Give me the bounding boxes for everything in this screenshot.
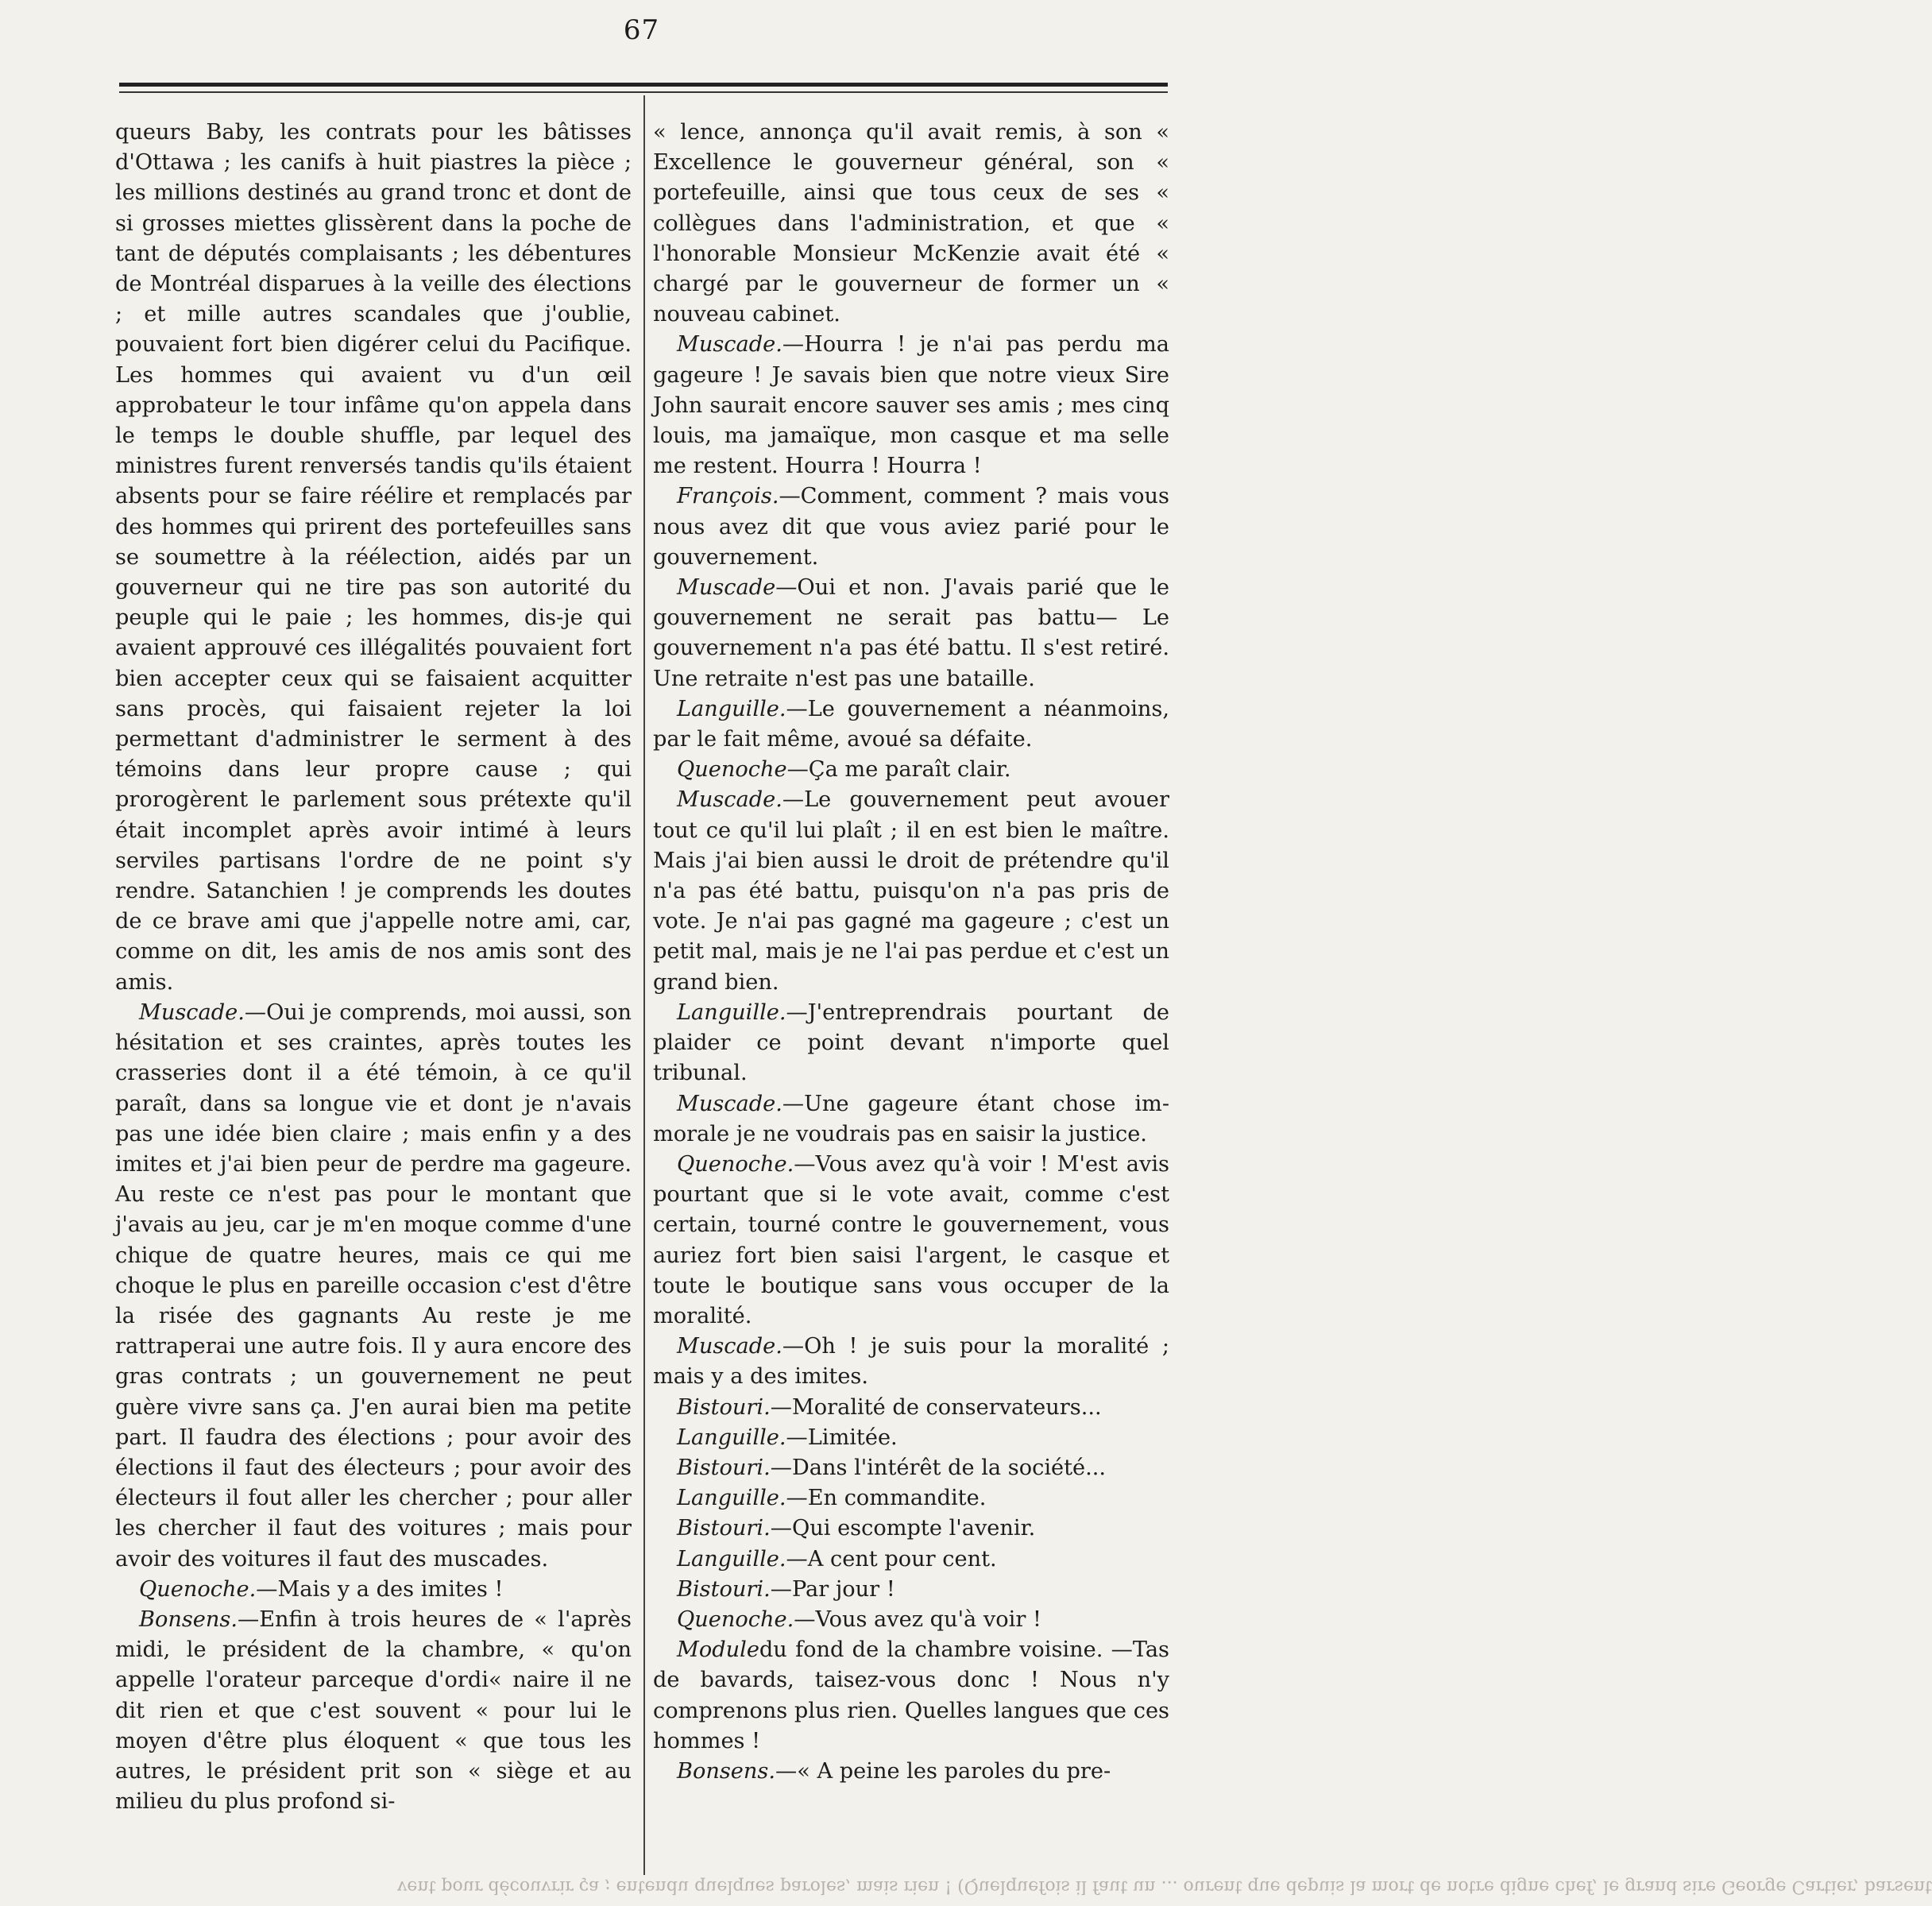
dialogue-paragraph <box>653 1150 1169 1332</box>
speaker-name: Bistouri. <box>677 1455 771 1480</box>
speaker-name: Languille. <box>677 696 786 721</box>
dialogue-paragraph <box>653 998 1169 1089</box>
paragraph-text: —« A peine les paroles du pre- <box>775 1758 1111 1784</box>
paragraph-text: —Le gouvernement peut avouer tout ce qu'il lui plaît ; il en est bien le maître. Mais j'ai bien aussi le droit de prétendre qu'il n'a pas été battu, puisqu'on n'a pas pris de vote. Je n'ai pas gagné ma gageure ; c'est un petit mal, mais je ne l'ai pas perdue et c'est un grand bien. <box>653 787 1169 995</box>
paragraph-text: —Hourra ! je n'ai pas perdu ma gageure ! Je savais bien que notre vieux Sire John saurait encore sauver ses amis ; mes cinq louis, ma jamaïque, mon casque et ma selle me restent. Hourra ! Hourra ! <box>653 332 1169 479</box>
paragraph-text: queurs Baby, les contrats pour les bâtisses d'Ottawa ; les canifs à huit piastres la pièce ; les millions destinés au grand tronc et dont de si grosses miettes glissèrent dans la poche de tant de députés complaisants ; les débentures de Montréal disparues à la veille des élections ; et mille autres scandales que j'oublie, pouvaient fort bien digérer celui du Pacifique. Les hommes qui avaient vu d'un œil approbateur le tour infâme qu'on appela dans le temps le double shuffle, par lequel des ministres furent renversés tandis qu'ils étaient absents pour se faire réélire et remplacés par des hommes qui prirent des portefeuilles sans se soumettre à la réélection, aidés par un gouverneur qui ne tire pas son autorité du peuple qui le paie ; les hommes, dis-je qui avaient approuvé ces illégalités pouvaient fort bien accepter ceux qui se faisaient acquitter sans procès, qui faisaient rejeter la loi permettant d'administrer le serment à des témoins dans leur propre cause ; qui prorogèrent le parlement sous prétexte qu'il était incomplet après avoir intimé à leurs serviles partisans l'ordre de ne point s'y rendre. Satanchien ! je comprends les doutes de ce brave ami que j'appelle notre ami, car, comme on dit, les amis de nos amis sont des amis. <box>115 120 632 995</box>
speaker-name: Muscade. <box>677 332 782 358</box>
paragraph-text: —Le gouvernement a néanmoins, par le fait même, avoué sa défaite. <box>653 696 1169 752</box>
dialogue-paragraph <box>653 1483 1169 1514</box>
dialogue-paragraph <box>653 1332 1169 1392</box>
paragraph-text: —A cent pour cent. <box>786 1546 997 1572</box>
speaker-name: Bonsens. <box>677 1758 776 1784</box>
dialogue-paragraph <box>115 1605 632 1817</box>
dialogue-paragraph <box>653 1757 1169 1787</box>
dialogue-paragraph <box>653 1089 1169 1150</box>
speaker-name: Bistouri. <box>677 1576 771 1602</box>
speaker-name: Quenoche. <box>677 1151 794 1177</box>
speaker-name: Muscade. <box>677 1334 782 1359</box>
paragraph-text: —Ça me paraît clair. <box>786 757 1011 783</box>
dialogue-paragraph <box>653 1453 1169 1483</box>
dialogue-paragraph <box>653 1423 1169 1453</box>
paragraph-text: —En commandite. <box>786 1486 987 1511</box>
paragraph-text: —Vous avez qu'à voir ! M'est avis pourtant que si le vote avait, comme c'est certain, tourné contre le gouvernement, vous auriez fort bien saisi l'argent, le casque et toute le boutique sans vous occuper de la moralité. <box>653 1151 1169 1328</box>
dialogue-paragraph <box>653 118 1169 330</box>
dialogue-paragraph <box>653 1514 1169 1544</box>
speaker-name: Muscade. <box>677 787 782 813</box>
dialogue-paragraph <box>653 330 1169 481</box>
paragraph-text: —Oui je comprends, moi aussi, son hésitation et ses craintes, après toutes les crasseries dont il a été témoin, à ce qu'il paraît, dans sa longue vie et dont je n'avais pas une idée bien claire ; mais enfin y a des imites et j'ai bien peur de perdre ma gageure. Au reste ce n'est pas pour le montant que j'avais au jeu, car je m'en moque comme d'une chique de quatre heures, mais ce qui me choque le plus en pareille occasion c'est d'être la risée des gagnants Au reste je me rattraperai une autre fois. Il y aura encore des gras contrats ; un gouvernement ne peut guère vivre sans ça. J'en aurai bien ma petite part. Il faudra des élections ; pour avoir des élections il faut des électeurs ; pour avoir des électeurs il fout aller les chercher ; pour aller les chercher il faut des voitures ; mais pour avoir des voitures il faut des muscades. <box>115 999 632 1572</box>
bleed-through-text: vent pour découvrir ça ; entendu quelques paroles, mais rien ! (Quelquefois il faut un ... ourent que depuis la mort de notre digne chef, le grand sire George Cartier, barsent <box>397 1877 1932 1896</box>
speaker-name: Languille. <box>677 1425 786 1450</box>
speaker-name: Bistouri. <box>677 1394 771 1420</box>
header-rule-thick <box>119 83 1168 87</box>
left-column <box>115 118 632 1817</box>
speaker-name: Quenoche. <box>677 1606 794 1632</box>
speaker-name: Bonsens. <box>139 1606 238 1632</box>
paragraph-text: —Une gageure étant chose immorale je ne voudrais pas en saisir la justice. <box>653 1091 1169 1146</box>
speaker-name: Languille. <box>677 1546 786 1572</box>
speaker-name: Muscade. <box>139 999 245 1025</box>
paragraph-text: —Vous avez qu'à voir ! <box>794 1606 1041 1632</box>
paragraph-text: —Oui et non. J'avais parié que le gouvernement ne serait pas battu— Le gouvernement n'a pas été battu. Il s'est retiré. Une retraite n'est pas une bataille. <box>653 575 1169 691</box>
header-rule-thin <box>119 91 1168 93</box>
dialogue-paragraph <box>653 481 1169 573</box>
paragraph-text: —J'entreprendrais pourtant de plaider ce point devant n'importe quel tribunal. <box>653 999 1169 1086</box>
paragraph-text: —Qui escompte l'avenir. <box>770 1516 1036 1541</box>
speaker-name: Languille. <box>677 1486 786 1511</box>
dialogue-paragraph <box>653 1393 1169 1423</box>
paragraph-text: —Enfin à trois heures de « l'après midi, le président de la chambre, « qu'on appelle l'orateur parceque d'ordi« naire il ne dit rien et que c'est souvent « pour lui le moyen d'être plus éloquent « que tous les autres, le président prit son « siège et au milieu du plus profond si- <box>115 1606 632 1815</box>
dialogue-paragraph <box>653 785 1169 997</box>
paragraph-text: « lence, annonça qu'il avait remis, à son « Excellence le gouverneur général, son « portefeuille, ainsi que tous ceux de ses « collègues dans l'administration, et que « l'honorable Monsieur McKenzie avait été « chargé par le gouverneur de former un « nouveau cabinet. <box>653 120 1169 327</box>
right-column <box>653 118 1169 1787</box>
column-divider <box>643 95 645 1875</box>
speaker-name: Muscade <box>677 575 776 601</box>
speaker-name: Quenoche <box>677 757 787 783</box>
dialogue-paragraph <box>115 998 632 1575</box>
dialogue-paragraph <box>653 573 1169 694</box>
paragraph-text: —Comment, comment ? mais vous nous avez dit que vous aviez parié pour le gouvernement. <box>653 484 1169 570</box>
speaker-name: François. <box>677 484 779 509</box>
dialogue-paragraph <box>653 1635 1169 1757</box>
dialogue-paragraph <box>115 1575 632 1605</box>
paragraph-text: du fond de la chambre voisine. —Tas de bavards, taisez-vous donc ! Nous n'y comprenons plus rien. Quelles langues que ces hommes ! <box>653 1637 1169 1753</box>
dialogue-paragraph <box>653 1545 1169 1575</box>
paragraph-text: —Mais y a des imites ! <box>256 1576 504 1602</box>
paragraph-text: —Limitée. <box>786 1425 898 1450</box>
paragraph-text: —Oh ! je suis pour la moralité ; mais y a des imites. <box>653 1334 1169 1390</box>
page-number: 67 <box>623 14 660 46</box>
speaker-name: Module <box>677 1637 759 1663</box>
dialogue-paragraph <box>115 118 632 998</box>
paragraph-text: —Dans l'intérêt de la société... <box>770 1455 1107 1480</box>
paragraph-text: —Moralité de conservateurs... <box>770 1394 1102 1420</box>
speaker-name: Bistouri. <box>677 1516 771 1541</box>
speaker-name: Muscade. <box>677 1091 782 1116</box>
speaker-name: Quenoche. <box>139 1576 257 1602</box>
dialogue-paragraph <box>653 1575 1169 1605</box>
speaker-name: Languille. <box>677 999 786 1025</box>
dialogue-paragraph <box>653 694 1169 755</box>
dialogue-paragraph <box>653 1605 1169 1635</box>
dialogue-paragraph <box>653 755 1169 785</box>
paragraph-text: —Par jour ! <box>770 1576 895 1602</box>
